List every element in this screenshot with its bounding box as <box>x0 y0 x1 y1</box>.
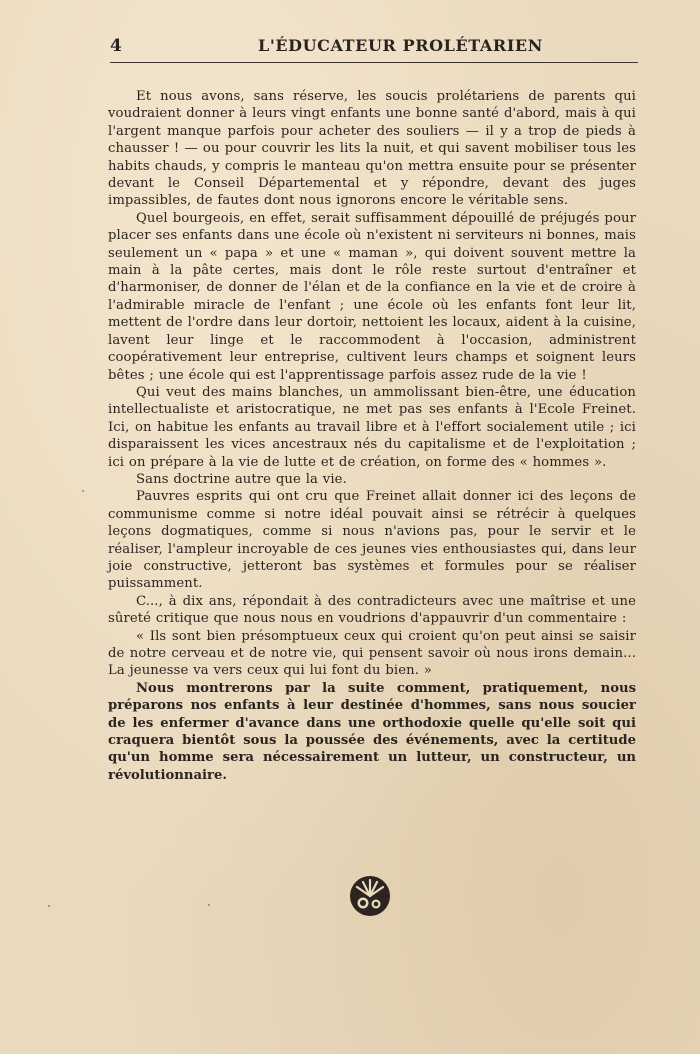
paper-speck <box>82 490 84 492</box>
paragraph-6: C..., à dix ans, répondait à des contradicteurs avec une maîtrise et une sûreté critique que nous nous en voudrions d'appauvrir d'un commentaire : <box>108 593 636 627</box>
paragraph-5: Pauvres esprits qui ont cru que Freinet allait donner ici des leçons de communisme comme si notre idéal pouvait ainsi se rétrécir à quelques leçons dogmatiques, comme si nous n'avions pas, pour le servir et le réaliser, l'ampleur incroyable de ces jeunes vies enthousiastes qui, dans leur joie constructive, jetteront bas systèmes et formules pour se réaliser puissamment. <box>108 489 636 592</box>
printer-emblem-icon <box>348 874 392 918</box>
running-title: L'ÉDUCATEUR PROLÉTARIEN <box>258 36 543 55</box>
paragraph-3: Qui veut des mains blanches, un ammolissant bien-être, une éducation intellectualiste et aristocratique, ne met pas ses enfants à l'Ecole Freinet. Ici, on habitue les enfants au travail libre et à l'effort socialement utile ; ici disparaissent les vices ancestraux nés du capitalisme et de l'exploitation ; ici on prépare à la vie de lutte et de création, on forme des « hommes ». <box>108 384 636 470</box>
paper-speck <box>48 905 50 907</box>
paragraph-1: Et nous avons, sans réserve, les soucis prolétariens de parents qui voudraient donner à leurs vingt enfants une bonne santé d'abord, mais à qui l'argent manque parfois pour acheter des souliers — il y a trop de pieds à chausser ! — ou pour couvrir les lits la nuit, et qui savent mobiliser tous les habits chauds, y compris le manteau qu'on mettra ensuite pour se présenter devant le Conseil Départemental et y répondre, devant des juges impassibles, de fautes dont nous ignorons encore le véritable sens. <box>108 89 636 209</box>
page-number: 4 <box>110 36 122 56</box>
paragraph-2: Quel bourgeois, en effet, serait suffisamment dépouillé de préjugés pour placer ses enfants dans une école où n'existent ni serviteurs ni bonnes, mais seulement un « papa » et une « maman », qui doivent souvent mettre la main à la pâte certes, mais dont le rôle reste surtout d'entraîner et d'harmoniser, de donner de l'élan et de la confiance en la vie et de croire à l'admirable miracle de l'enfant ; une école où les enfants font leur lit, mettent de l'ordre dans leur dortoir, nettoient les locaux, aident à la cuisine, lavent leur linge et le raccommodent à l'occasion, administrent coopérativement leur entreprise, cultivent leurs champs et soignent leurs bêtes ; une école qui est l'apprentissage parfois assez rude de la vie ! <box>108 210 636 383</box>
paragraph-4: Sans doctrine autre que la vie. <box>136 471 347 487</box>
quote-paragraph: « Ils sont bien présomptueux ceux qui croient qu'on peut ainsi se saisir de notre cerveau et de notre vie, qui pensent savoir où nous irons demain... La jeunesse va vers ceux qui lui font du bien. » <box>108 628 636 679</box>
paper-speck <box>208 904 210 906</box>
paragraph-conclusion: Nous montrerons par la suite comment, pratiquement, nous préparons nos enfants à leur destinée d'hommes, sans nous soucier de les enfermer d'avance dans une orthodoxie quelle qu'elle soit qui craquera bientôt sous la poussée des événements, avec la certitude qu'un homme sera nécessairement un lutteur, un constructeur, un révolutionnaire. <box>108 680 636 783</box>
article-body <box>108 88 636 784</box>
page-header <box>110 36 638 63</box>
